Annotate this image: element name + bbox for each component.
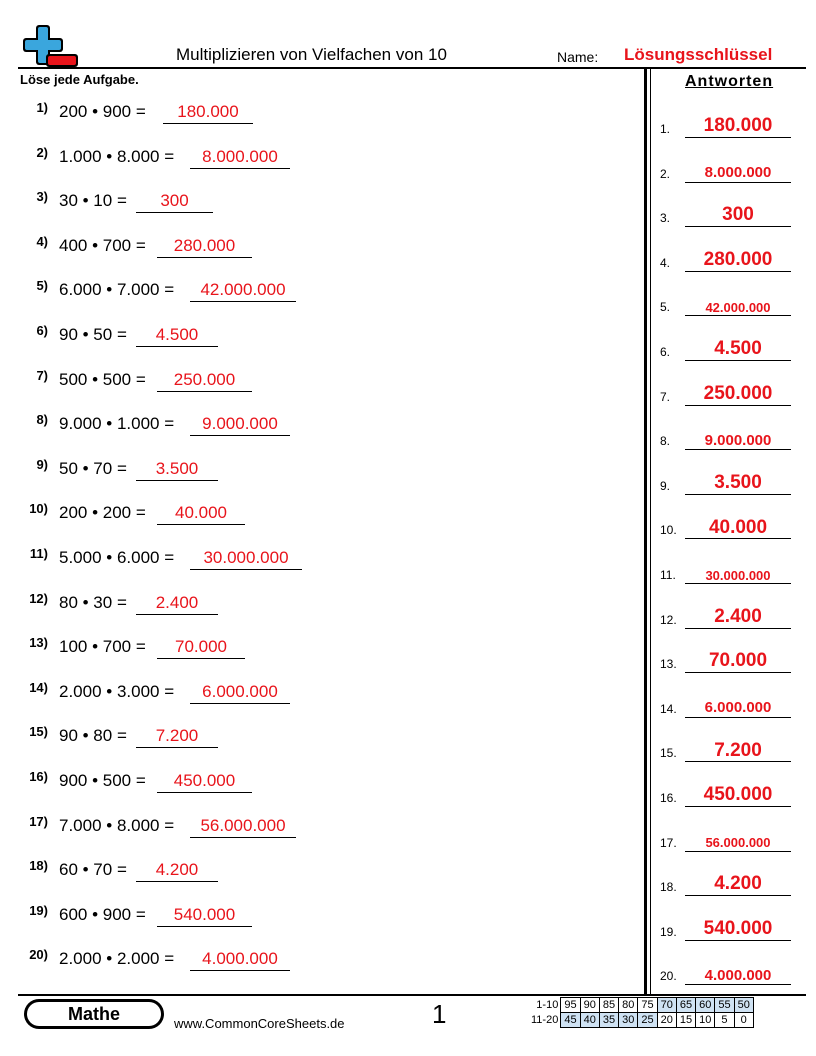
problem-answer: 4.500	[136, 325, 218, 347]
problem-row	[22, 276, 622, 306]
problem-answer: 40.000	[157, 503, 245, 525]
score-row	[528, 1013, 753, 1028]
answer-key-row	[660, 773, 796, 807]
problem-answer: 70.000	[157, 637, 245, 659]
problem-row	[22, 812, 622, 842]
problem-row	[22, 945, 622, 975]
score-cell: 30	[619, 1013, 638, 1028]
answer-key-row	[660, 818, 796, 852]
header-rule	[18, 67, 806, 69]
problem-number: 16)	[29, 769, 48, 784]
score-cell: 90	[580, 998, 599, 1013]
page-number: 1	[432, 999, 447, 1029]
problem-number: 14)	[29, 679, 48, 695]
subject-label: Mathe	[27, 1002, 161, 1026]
answer-number: 11.	[660, 568, 676, 582]
answer-key-row	[660, 149, 796, 183]
problem-row	[22, 678, 622, 708]
problem-row	[22, 633, 622, 663]
answer-key-title: Antworten	[685, 73, 774, 90]
problem-answer: 6.000.000	[190, 682, 290, 704]
problem-number: 7)	[36, 367, 48, 383]
answer-key-row	[660, 372, 796, 406]
problem-expression: 100 • 700 =	[59, 637, 146, 657]
problem-number: 9)	[36, 456, 48, 472]
plus-minus-logo-icon	[22, 24, 80, 68]
answer-value: 7.200	[685, 741, 791, 763]
problem-expression: 900 • 500 =	[59, 771, 146, 790]
answer-key-row	[660, 951, 796, 985]
answer-key-row	[660, 238, 796, 272]
answer-value: 40.000	[685, 518, 791, 540]
problem-number: 18)	[29, 858, 48, 874]
problem-answer: 450.000	[157, 771, 252, 793]
problem-row	[22, 232, 622, 262]
answer-number: 6.	[660, 345, 671, 359]
problem-row	[22, 143, 622, 173]
problem-expression: 600 • 900 =	[59, 904, 146, 924]
problem-answer: 30.000.000	[190, 548, 302, 570]
score-cell: 35	[599, 1013, 618, 1028]
answer-key-row	[660, 862, 796, 896]
problem-expression: 9.000 • 1.000 =	[59, 414, 175, 434]
answer-number: 13.	[660, 657, 677, 672]
answer-value: 9.000.000	[685, 433, 791, 451]
score-row-label: 1-10	[536, 999, 559, 1011]
problem-number: 8)	[36, 412, 48, 428]
answer-key-row	[660, 550, 796, 584]
problem-expression: 90 • 50 =	[59, 325, 127, 344]
answer-value: 300	[685, 205, 791, 227]
answer-value: 4.200	[685, 874, 791, 896]
problem-number: 10)	[29, 501, 48, 517]
answer-key-row	[660, 104, 796, 138]
problem-row	[22, 187, 622, 217]
problem-answer: 9.000.000	[190, 414, 290, 436]
score-cell: 95	[561, 998, 580, 1013]
score-row	[528, 998, 753, 1013]
problem-number: 5)	[36, 278, 48, 294]
answer-value: 280.000	[685, 250, 791, 272]
score-cell: 45	[561, 1013, 580, 1028]
instructions: Löse jede Aufgabe.	[20, 72, 139, 87]
score-cell: 15	[676, 1013, 695, 1028]
problem-row	[22, 544, 622, 574]
problem-row	[22, 321, 622, 351]
problem-row	[22, 98, 622, 128]
answer-number: 8.	[660, 434, 671, 449]
answer-key-row	[660, 282, 796, 316]
website-link: www.CommonCoreSheets.de	[174, 1016, 345, 1031]
answer-number: 5.	[660, 300, 671, 315]
problem-expression: 200 • 900 =	[59, 102, 146, 121]
problem-expression: 5.000 • 6.000 =	[59, 548, 175, 567]
problem-number: 20)	[29, 947, 48, 963]
problem-row	[22, 366, 622, 396]
answer-value: 4.500	[685, 339, 791, 361]
problem-answer: 180.000	[163, 102, 253, 124]
problem-row	[22, 455, 622, 485]
page-title: Multiplizieren von Vielfachen von 10	[176, 45, 447, 64]
problem-answer: 280.000	[157, 236, 252, 258]
answer-key-row	[660, 327, 796, 361]
score-cell: 0	[734, 1013, 753, 1028]
problem-answer: 300	[136, 191, 213, 213]
answer-number: 20.	[660, 969, 677, 984]
answer-value: 450.000	[685, 785, 791, 807]
problem-row	[22, 722, 622, 752]
problem-row	[22, 499, 622, 529]
problem-expression: 400 • 700 =	[59, 235, 146, 255]
problem-expression: 60 • 70 =	[59, 860, 127, 880]
answer-number: 19.	[660, 924, 677, 939]
problem-expression: 1.000 • 8.000 =	[59, 146, 175, 166]
problem-number: 12)	[29, 590, 48, 606]
problem-answer: 540.000	[157, 905, 252, 927]
answer-value: 250.000	[685, 384, 791, 406]
problem-expression: 6.000 • 7.000 =	[59, 280, 175, 300]
score-cell: 25	[638, 1013, 657, 1028]
problem-number: 15)	[29, 724, 48, 740]
problem-answer: 3.500	[136, 459, 218, 481]
problem-row	[22, 901, 622, 931]
answer-key-row	[660, 595, 796, 629]
answer-number: 3.	[660, 211, 671, 226]
problem-answer: 56.000.000	[190, 816, 296, 838]
problem-number: 13)	[29, 635, 48, 651]
problem-answer: 7.200	[136, 726, 218, 748]
problem-number: 6)	[36, 323, 48, 338]
problem-expression: 200 • 200 =	[59, 503, 146, 523]
problem-row	[22, 856, 622, 886]
score-cell: 80	[619, 998, 638, 1013]
answer-value: 4.000.000	[685, 968, 791, 986]
answer-number: 16.	[660, 791, 677, 805]
problem-expression: 2.000 • 3.000 =	[59, 681, 175, 701]
problem-expression: 90 • 80 =	[59, 726, 127, 746]
score-row-label: 11-20	[531, 1014, 559, 1026]
name-value: Lösungsschlüssel	[624, 45, 773, 64]
answer-number: 9.	[660, 478, 671, 493]
answer-number: 12.	[660, 612, 677, 627]
score-cell: 5	[715, 1013, 734, 1028]
answer-value: 42.000.000	[685, 301, 791, 316]
answer-key-row	[660, 907, 796, 941]
score-cell: 60	[696, 998, 715, 1013]
problem-row	[22, 767, 622, 797]
answer-number: 4.	[660, 255, 671, 270]
answer-value: 2.400	[685, 607, 791, 629]
answer-number: 7.	[660, 389, 671, 404]
answer-value: 30.000.000	[685, 569, 791, 584]
problem-number: 17)	[29, 813, 48, 829]
answer-number: 14.	[660, 701, 677, 716]
problem-answer: 4.000.000	[190, 949, 290, 971]
problem-number: 1)	[36, 100, 48, 115]
answer-value: 6.000.000	[685, 700, 791, 718]
problem-row	[22, 589, 622, 619]
problem-number: 2)	[36, 144, 48, 160]
problem-number: 4)	[36, 233, 48, 249]
answer-number: 15.	[660, 746, 677, 761]
answer-key-row	[660, 728, 796, 762]
problem-expression: 30 • 10 =	[59, 191, 127, 211]
answer-number: 18.	[660, 880, 677, 895]
problem-answer: 8.000.000	[190, 147, 290, 169]
answer-key-row	[660, 461, 796, 495]
answer-number: 10.	[660, 523, 677, 538]
answer-key-row	[660, 684, 796, 718]
problem-expression: 50 • 70 =	[59, 458, 127, 478]
problem-answer: 4.200	[136, 860, 218, 882]
answer-value: 8.000.000	[685, 165, 791, 183]
score-cell: 20	[657, 1013, 676, 1028]
problem-answer: 42.000.000	[190, 280, 296, 302]
answer-number: 17.	[660, 835, 677, 850]
problem-answer: 250.000	[157, 370, 252, 392]
answer-key-row	[660, 193, 796, 227]
problem-number: 19)	[29, 902, 48, 918]
problem-expression: 80 • 30 =	[59, 592, 127, 612]
answer-key-row	[660, 639, 796, 673]
answer-key-row	[660, 416, 796, 450]
subject-badge	[24, 999, 164, 1029]
score-cell: 50	[734, 998, 753, 1013]
score-cell: 65	[676, 998, 695, 1013]
answer-value: 56.000.000	[685, 836, 791, 851]
problem-answer: 2.400	[136, 593, 218, 615]
problem-expression: 500 • 500 =	[59, 369, 146, 389]
answer-value: 70.000	[685, 651, 791, 673]
answer-number: 2.	[660, 166, 671, 181]
answer-key-row	[660, 505, 796, 539]
score-cell: 10	[696, 1013, 715, 1028]
column-divider	[644, 69, 647, 994]
score-cell: 40	[580, 1013, 599, 1028]
problem-number: 3)	[36, 189, 48, 205]
answer-value: 180.000	[685, 116, 791, 138]
problem-number: 11)	[29, 546, 48, 561]
column-divider-thin	[650, 69, 651, 994]
footer-rule	[18, 994, 806, 996]
score-cell: 55	[715, 998, 734, 1013]
problem-row	[22, 410, 622, 440]
score-cell: 75	[638, 998, 657, 1013]
score-cell: 85	[599, 998, 618, 1013]
problem-expression: 2.000 • 2.000 =	[59, 949, 175, 969]
answer-value: 540.000	[685, 919, 791, 941]
answer-value: 3.500	[685, 473, 791, 495]
score-table	[528, 997, 754, 1028]
score-cell: 70	[657, 998, 676, 1013]
name-label: Name:	[557, 49, 599, 65]
answer-number: 1.	[660, 122, 671, 136]
problem-expression: 7.000 • 8.000 =	[59, 815, 175, 835]
